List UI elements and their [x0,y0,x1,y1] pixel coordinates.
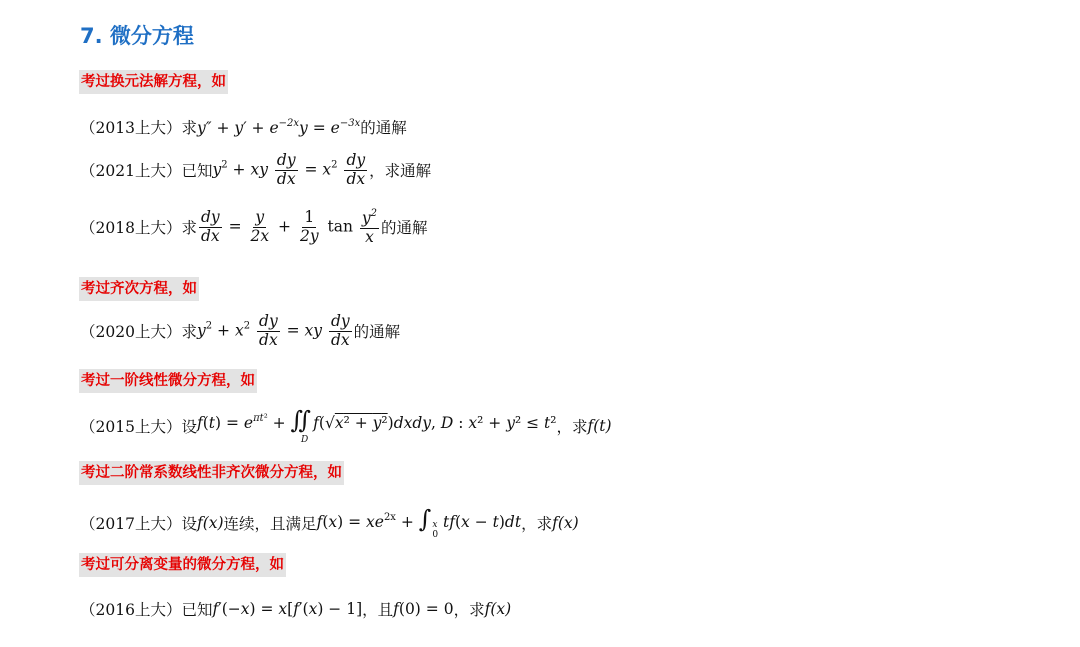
equation: f(x) [552,513,579,532]
problem-prefix: 已知 [181,162,213,181]
problem-prefix: 已知 [181,601,213,619]
problem-2018 [80,208,428,247]
page-title: 7. 微分方程 [80,24,194,48]
section-heading-substitution: 考过换元法解方程，如 [79,70,228,94]
section-heading-homogeneous: 考过齐次方程，如 [79,277,199,301]
section-heading-first-order-linear: 考过一阶线性微分方程，如 [79,369,257,393]
problem-2016 [80,598,511,620]
problem-suffix: 的通解 [381,219,428,238]
equation: f(x) [196,513,224,532]
problem-suffix: ，且 [362,601,394,619]
equation: f(t) [587,416,612,435]
problem-mid: 连续，且满足 [223,514,317,533]
problem-source: （2021上大） [80,162,182,181]
problem-2013 [80,116,407,138]
equation: $y^2 + x^2$ $\frac{dy}{dx}$ = xy $\frac{dy}{dx}$ [196,312,350,349]
equation: $f(t) = e^{\pi t^2}$ + $∬_D$ f(√x² + y²)dxdy, D : x² + y² ≤ t² [196,406,557,445]
problem-prefix: 求 [181,323,197,342]
problem-source: （2018上大） [80,219,182,238]
problem-suffix: ，求通解 [369,162,432,181]
equation: f′(−x) = x[f′(x) − 1] [212,600,363,618]
problem-source: （2017上大） [80,514,182,533]
problem-prefix: 设 [181,514,197,533]
problem-2020 [80,313,400,350]
section-heading-second-order: 考过二阶常系数线性非齐次微分方程，如 [79,461,344,485]
problem-prefix: 设 [181,417,197,436]
problem-suffix: ，求 [453,601,485,619]
problem-2021 [80,152,431,189]
problem-suffix: 的通解 [360,119,407,137]
problem-source: （2020上大） [80,323,182,342]
problem-prefix: 求 [181,119,197,137]
problem-source: （2015上大） [80,417,182,436]
equation: $y'' + y' + e^{-2x}y = e^{-3x}$ [196,117,361,137]
problem-source: （2013上大） [80,119,182,137]
equation: f(x) [484,600,512,618]
equation: f(0) = 0 [393,600,454,618]
equation: $y^2$ + xy $\frac{dy}{dx}$ = $x^2$ $\frac{dy}{dx}$ [212,151,366,188]
equation: $f(x) = xe^{2x}$ + ∫ x 0 tf(x − t)dt [316,505,522,540]
problem-suffix: ，求 [556,417,588,436]
section-heading-separable: 考过可分离变量的微分方程，如 [79,553,286,577]
problem-2015 [80,406,612,445]
problem-suffix: ，求 [521,514,553,533]
problem-2017 [80,505,579,540]
problem-prefix: 求 [181,219,197,238]
equation: $\frac{dy}{dx}$ = $\frac{y}{2x}$ + $\frac{1}{2y}$ tan $\frac{y^2}{x}$ [200,208,378,246]
problem-source: （2016上大） [80,601,182,619]
problem-suffix: 的通解 [353,323,401,342]
